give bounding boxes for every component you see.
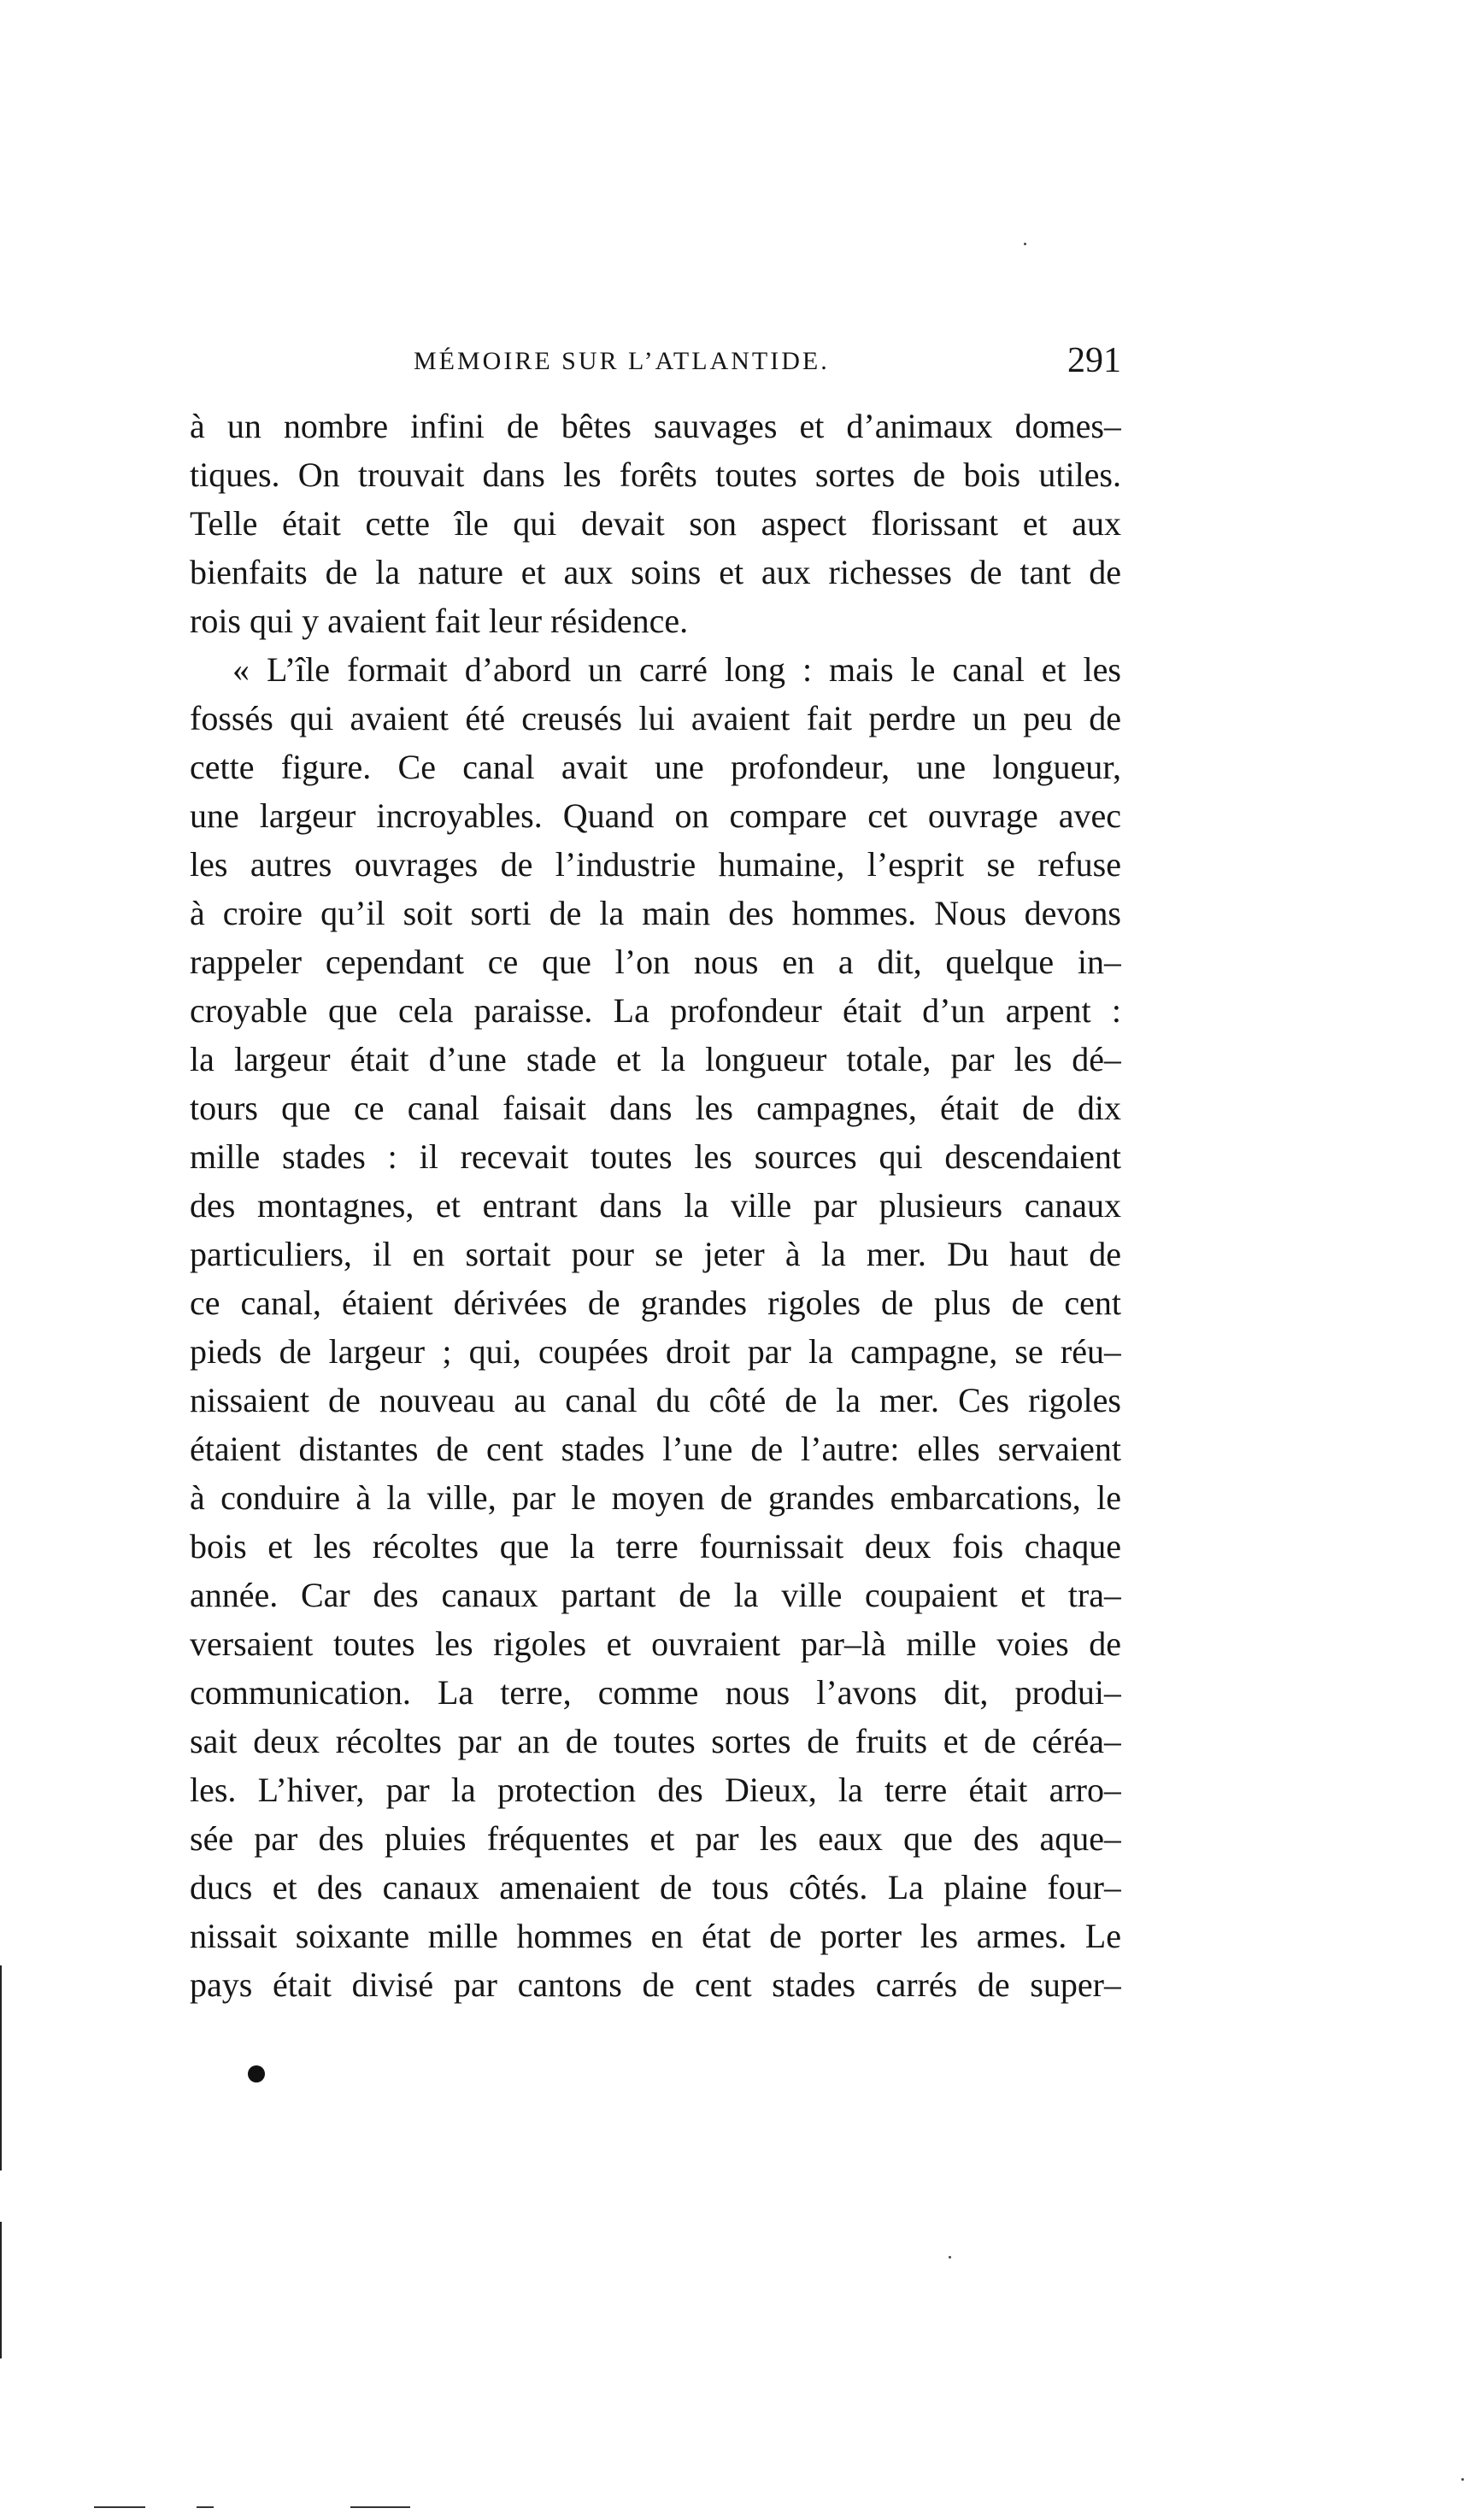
text-line: sait deux récoltes par an de toutes sortes de fruits et de céréa– <box>190 1722 1121 1760</box>
text-line: bois et les récoltes que la terre fournissait deux fois chaque <box>190 1527 1121 1565</box>
text-line: pays était divisé par cantons de cent stades carrés de super– <box>190 1965 1121 2004</box>
text-line: ce canal, étaient dérivées de grandes rigoles de plus de cent <box>190 1283 1121 1322</box>
text-line: pieds de largeur ; qui, coupées droit par la campagne, se réu– <box>190 1332 1121 1371</box>
text-line: à croire qu’il soit sorti de la main des hommes. Nous devons <box>190 894 1121 932</box>
text-line: versaient toutes les rigoles et ouvraient par–là mille voies de <box>190 1624 1121 1663</box>
text-line: croyable que cela paraisse. La profondeur était d’un arpent : <box>190 991 1121 1030</box>
text-line: nissaient de nouveau au canal du côté de la mer. Ces rigoles <box>190 1381 1121 1419</box>
scan-foot-mark <box>350 2506 410 2508</box>
running-title: MÉMOIRE SUR L’ATLANTIDE. <box>414 347 830 375</box>
text-line: communication. La terre, comme nous l’avons dit, produi– <box>190 1673 1121 1712</box>
page-number: 291 <box>1067 341 1121 380</box>
scan-edge-line <box>0 1965 2 2170</box>
text-line: sée par des pluies fréquentes et par les eaux que des aque– <box>190 1819 1121 1858</box>
text-line: Telle était cette île qui devait son aspect florissant et aux <box>190 504 1121 543</box>
text-line: étaient distantes de cent stades l’une de l’autre: elles servaient <box>190 1430 1121 1468</box>
text-line: mille stades : il recevait toutes les sources qui descendaient <box>190 1137 1121 1176</box>
text-line: les autres ouvrages de l’industrie humaine, l’esprit se refuse <box>190 845 1121 884</box>
text-line: fossés qui avaient été creusés lui avaient fait perdre un peu de <box>190 699 1121 737</box>
text-line: des montagnes, et entrant dans la ville par plusieurs canaux <box>190 1186 1121 1225</box>
text-line: rois qui y avaient fait leur résidence. <box>190 602 689 640</box>
text-line: rappeler cependant ce que l’on nous en a dit, quelque in– <box>190 943 1121 981</box>
text-line: la largeur était d’une stade et la longueur totale, par les dé– <box>190 1040 1121 1078</box>
text-line: année. Car des canaux partant de la ville coupaient et tra– <box>190 1576 1121 1614</box>
text-line: à un nombre infini de bêtes sauvages et d’animaux domes– <box>190 407 1121 445</box>
ink-dot <box>248 2065 265 2082</box>
text-line: ducs et des canaux amenaient de tous côtés. La plaine four– <box>190 1868 1121 1906</box>
paper-speck <box>949 2256 951 2259</box>
scan-edge-line <box>0 2222 2 2358</box>
paper-speck <box>1461 2478 1464 2481</box>
scan-foot-mark <box>94 2506 145 2508</box>
text-line: tours que ce canal faisait dans les campagnes, était de dix <box>190 1089 1121 1127</box>
body-text <box>190 402 1121 2009</box>
text-line: cette figure. Ce canal avait une profondeur, une longueur, <box>190 748 1121 786</box>
text-line: une largeur incroyables. Quand on compare cet ouvrage avec <box>190 796 1121 835</box>
text-line: bienfaits de la nature et aux soins et aux richesses de tant de <box>190 553 1121 591</box>
paper-speck <box>1024 243 1026 245</box>
text-line: à conduire à la ville, par le moyen de grandes embarcations, le <box>190 1478 1121 1517</box>
scan-foot-mark <box>197 2506 214 2508</box>
text-line: les. L’hiver, par la protection des Dieux, la terre était arro– <box>190 1771 1121 1809</box>
text-line: particuliers, il en sortait pour se jeter à la mer. Du haut de <box>190 1235 1121 1273</box>
text-line: « L’île formait d’abord un carré long : mais le canal et les <box>232 650 1121 689</box>
text-line: nissait soixante mille hommes en état de porter les armes. Le <box>190 1917 1121 1955</box>
text-line: tiques. On trouvait dans les forêts toutes sortes de bois utiles. <box>190 455 1121 494</box>
running-head <box>190 340 1121 391</box>
